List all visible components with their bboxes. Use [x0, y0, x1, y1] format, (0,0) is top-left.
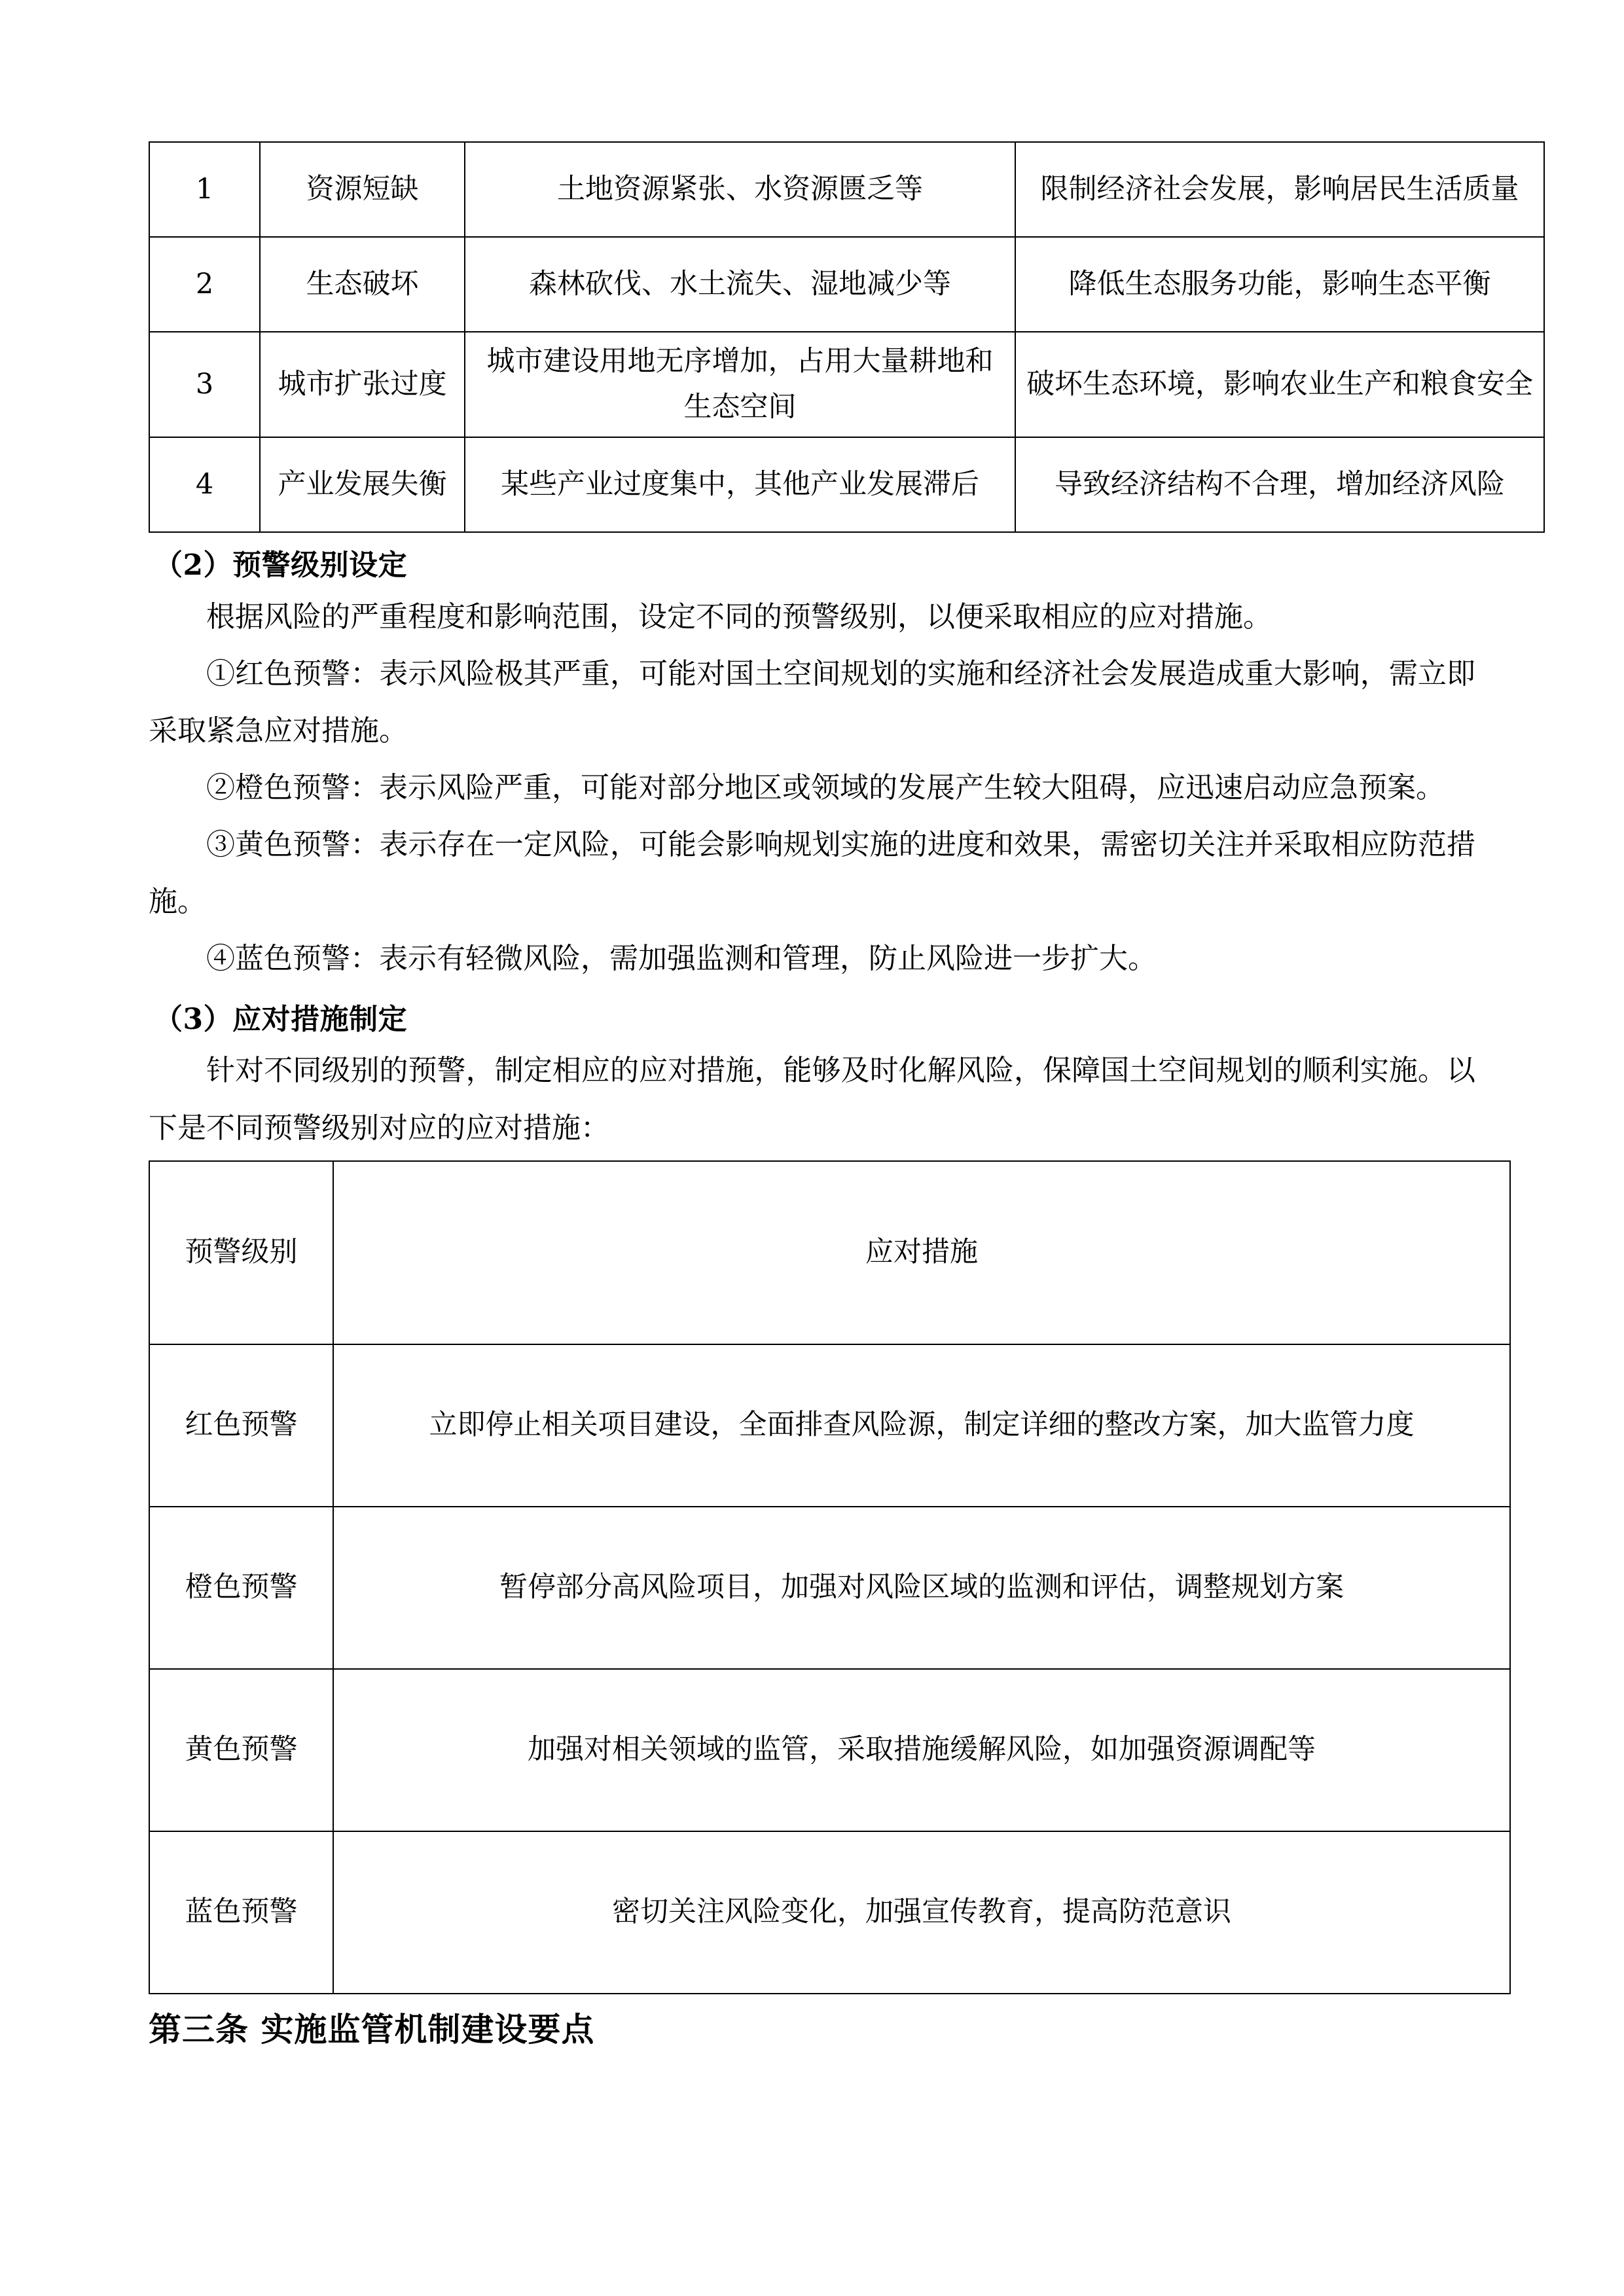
measures-row-measure: 立即停止相关项目建设，全面排查风险源，制定详细的整改方案，加大监管力度 — [333, 1344, 1510, 1507]
measures-row-level: 橙色预警 — [149, 1507, 333, 1669]
table-header-row — [149, 1161, 1510, 1344]
measures-row-measure: 暂停部分高风险项目，加强对风险区域的监测和评估，调整规划方案 — [333, 1507, 1510, 1669]
table-row — [149, 1669, 1510, 1831]
risk-row-name: 资源短缺 — [260, 142, 465, 237]
risk-row-number: 1 — [149, 142, 260, 237]
measures-row-measure: 加强对相关领域的监管，采取措施缓解风险，如加强资源调配等 — [333, 1669, 1510, 1831]
heading-measures: （3）应对措施制定 — [154, 1003, 408, 1037]
table-row — [149, 1344, 1510, 1507]
paragraph-warning-orange: ②橙色预警：表示风险严重，可能对部分地区或领域的发展产生较大阻碍，应迅速启动应急预案。 — [206, 770, 1445, 804]
paragraph-measures-intro: 针对不同级别的预警，制定相应的应对措施，能够及时化解风险，保障国土空间规划的顺利实施。以下是不同预警级别对应的应对措施： — [149, 1054, 1475, 1145]
measures-header-measure: 应对措施 — [333, 1161, 1510, 1344]
paragraph-warning-intro: 根据风险的严重程度和影响范围，设定不同的预警级别，以便采取相应的应对措施。 — [206, 600, 1272, 634]
table-row — [149, 332, 1544, 437]
paragraph-warning-yellow: ③黄色预警：表示存在一定风险，可能会影响规划实施的进度和效果，需密切关注并采取相应防范措施。 — [149, 827, 1475, 919]
risk-table — [149, 141, 1545, 533]
risk-row-number: 4 — [149, 437, 260, 532]
risk-row-description: 城市建设用地无序增加，占用大量耕地和生态空间 — [465, 332, 1015, 437]
risk-row-description: 某些产业过度集中，其他产业发展滞后 — [465, 437, 1015, 532]
risk-row-number: 3 — [149, 332, 260, 437]
risk-row-effect: 限制经济社会发展，影响居民生活质量 — [1015, 142, 1544, 237]
risk-row-description: 土地资源紧张、水资源匮乏等 — [465, 142, 1015, 237]
measures-table — [149, 1160, 1511, 1994]
article-heading: 第三条 实施监管机制建设要点 — [149, 2009, 595, 2049]
measures-row-level: 蓝色预警 — [149, 1831, 333, 1994]
table-row — [149, 142, 1544, 237]
risk-row-name: 产业发展失衡 — [260, 437, 465, 532]
table-row — [149, 437, 1544, 532]
heading-warning-levels: （2）预警级别设定 — [154, 548, 408, 583]
risk-row-effect: 导致经济结构不合理，增加经济风险 — [1015, 437, 1544, 532]
table-row — [149, 237, 1544, 332]
risk-row-name: 生态破坏 — [260, 237, 465, 332]
risk-row-effect: 破坏生态环境，影响农业生产和粮食安全 — [1015, 332, 1544, 437]
measures-row-level: 红色预警 — [149, 1344, 333, 1507]
paragraph-warning-red: ①红色预警：表示风险极其严重，可能对国土空间规划的实施和经济社会发展造成重大影响，需立即采取紧急应对措施。 — [149, 656, 1475, 747]
paragraph-warning-blue: ④蓝色预警：表示有轻微风险，需加强监测和管理，防止风险进一步扩大。 — [206, 942, 1157, 976]
page-content — [149, 141, 1533, 2056]
measures-row-measure: 密切关注风险变化，加强宣传教育，提高防范意识 — [333, 1831, 1510, 1994]
risk-row-effect: 降低生态服务功能，影响生态平衡 — [1015, 237, 1544, 332]
measures-header-level: 预警级别 — [149, 1161, 333, 1344]
risk-row-name: 城市扩张过度 — [260, 332, 465, 437]
table-row — [149, 1831, 1510, 1994]
risk-row-description: 森林砍伐、水土流失、湿地减少等 — [465, 237, 1015, 332]
risk-row-number: 2 — [149, 237, 260, 332]
measures-row-level: 黄色预警 — [149, 1669, 333, 1831]
table-row — [149, 1507, 1510, 1669]
